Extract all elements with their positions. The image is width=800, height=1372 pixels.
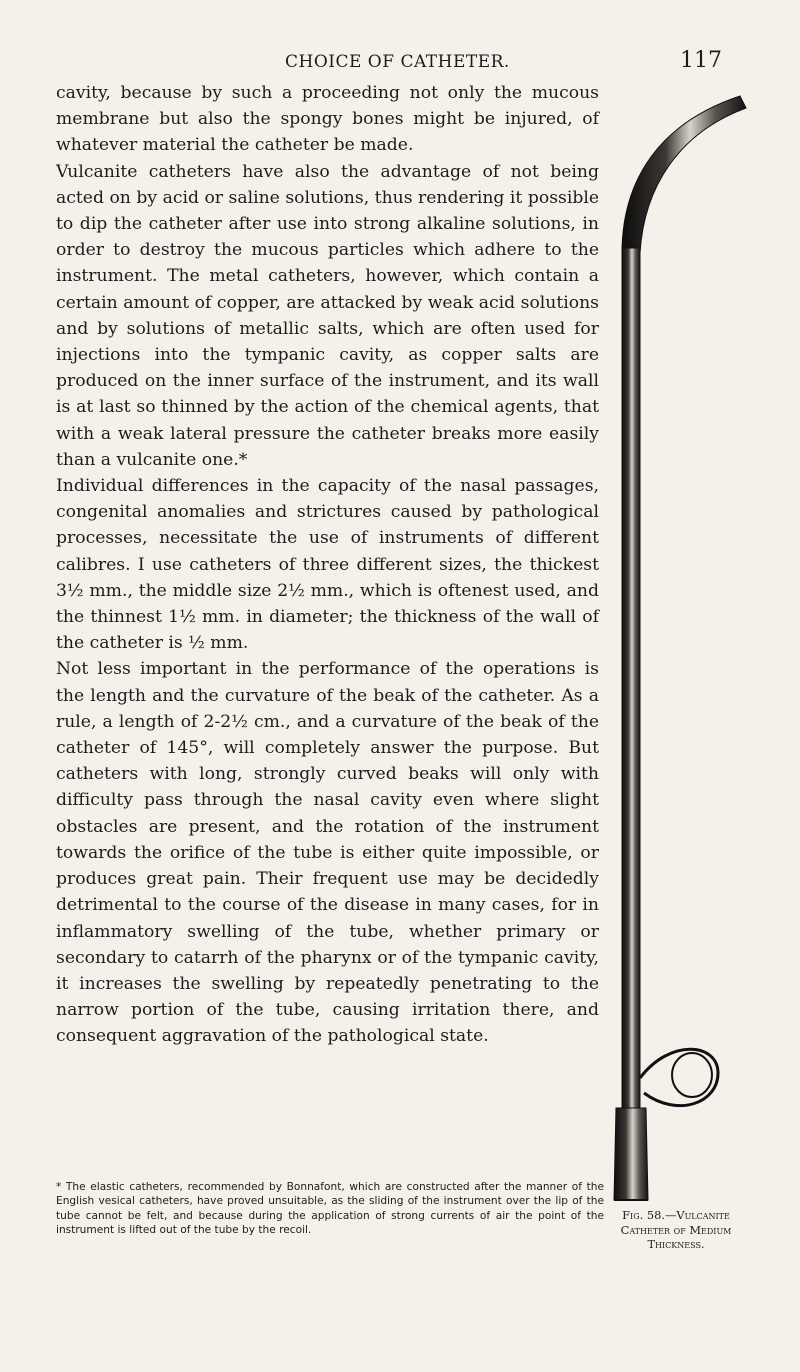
- page-number: 117: [680, 48, 722, 73]
- running-title: CHOICE OF CATHETER.: [285, 52, 510, 72]
- paragraph-calibres: Individual differences in the capacity of the nasal passages, congenital anomalies and strictures caused by pathological processes, necessitate the use of instruments of different calibres. I use catheters of three different sizes, the thickest 3½ mm., the middle size 2½ mm., which is oftenest used, and the thinnest 1½ mm. in diameter; the thickness of the wall of the catheter is ½ mm.: [56, 476, 599, 654]
- body-text: [56, 80, 599, 1050]
- figure-caption: Fig. 58.—Vulcanite Catheter of Medium Thickness.: [620, 1208, 732, 1251]
- paragraph-beak-curvature: Not less important in the performance of the operations is the length and the curvature of the beak of the catheter. As a rule, a length of 2-2½ cm., and a curvature of the beak of the catheter of 145°, will completely answer the purpose. But catheters with long, strongly curved beaks will only with difficulty pass through the nasal cavity even where slight obstacles are present, and the rotation of the instrument towards the orifice of the tube is either quite impossible, or produces great pain. Their frequent use may be decidedly detrimental to the course of the disease in many cases, for in inflammatory swelling of the tube, whether primary or secondary to catarrh of the pharynx or of the tympanic cavity, it increases the swelling by repeatedly penetrating to the narrow portion of the tube, causing irritation there, and consequent aggravation of the pathological state.: [56, 659, 599, 1047]
- catheter-base: [614, 1108, 648, 1200]
- catheter-shaft: [622, 248, 640, 1118]
- running-head: [0, 48, 800, 82]
- catheter-figure: [600, 88, 750, 1206]
- footnote: * The elastic catheters, recommended by Bonnafont, which are constructed after the manner of the English vesical catheters, have proved unsuitable, as the sliding of the instrument over the lip of the tube cannot be felt, and because during the application of strong currents of air the point of the instrument is lifted out of the tube by the recoil.: [56, 1181, 604, 1236]
- paragraph-vulcanite-advantage: Vulcanite catheters have also the advantage of not being acted on by acid or saline solutions, thus rendering it possible to dip the catheter after use into strong alkaline solutions, in order to destroy the mucous particles which adhere to the instrument. The metal catheters, however, which contain a certain amount of copper, are attacked by weak acid solutions and by solutions of metallic salts, which are often used for injections into the tympanic cavity, as copper salts are produced on the inner surface of the instrument, and its wall is at last so thinned by the action of the chemical agents, that with a weak lateral pressure the catheter breaks more easily than a vulcanite one.*: [56, 161, 599, 470]
- paragraph-continuation: cavity, because by such a proceeding not only the mucous membrane but also the spongy bones might be injured, of whatever material the catheter be made.: [56, 83, 599, 156]
- catheter-beak: [622, 96, 746, 253]
